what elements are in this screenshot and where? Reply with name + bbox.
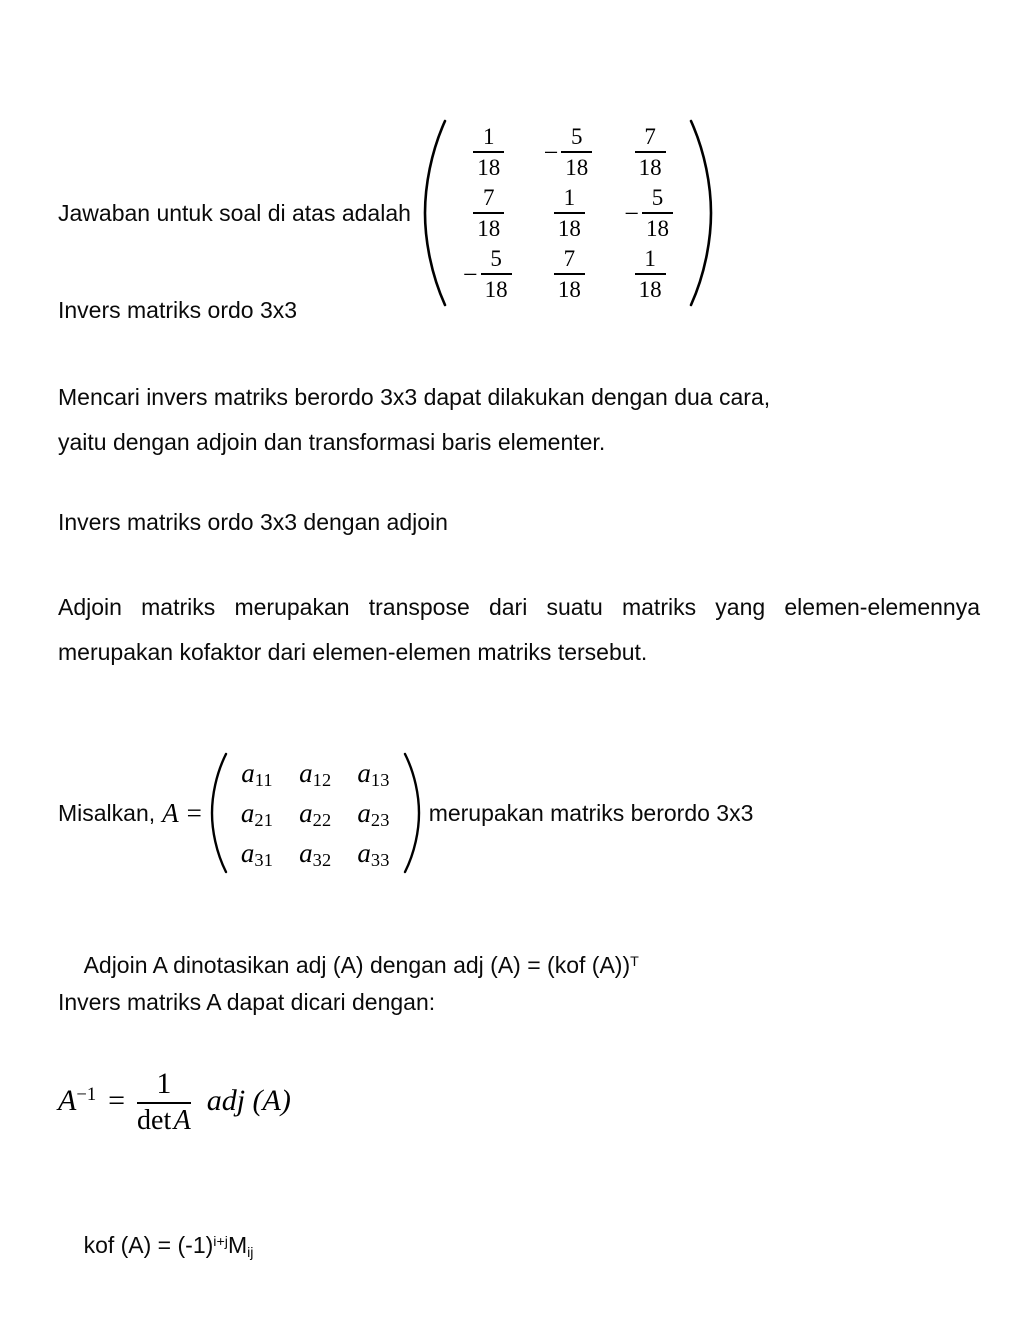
fraction-bar bbox=[561, 151, 592, 153]
paragraph-dua-cara-line2: yaitu dengan adjoin dan transformasi baris elementer. bbox=[58, 429, 606, 455]
fraction-denominator: 18 bbox=[557, 215, 581, 241]
cell-sign: − bbox=[462, 260, 478, 289]
matrix-cell bbox=[286, 753, 344, 793]
fraction bbox=[642, 186, 673, 240]
matrix-cell bbox=[344, 833, 402, 873]
matrix-cell bbox=[228, 833, 286, 873]
entry-subscript: 21 bbox=[254, 810, 274, 831]
matrix-cell bbox=[344, 793, 402, 833]
matrix-right-paren-icon bbox=[403, 752, 423, 874]
fraction-bar bbox=[635, 273, 666, 275]
matrix-cell bbox=[535, 244, 601, 305]
lead-text: Jawaban untuk soal di atas adalah bbox=[58, 199, 411, 226]
matrix-entry: $a_{11}$ bbox=[241, 757, 273, 791]
fraction-bar bbox=[554, 273, 585, 275]
fraction-denominator: 18 bbox=[638, 276, 662, 302]
lhs-base: A bbox=[58, 1084, 77, 1118]
fraction-numerator: 1 bbox=[644, 246, 656, 272]
kofaktor-prefix: kof (A) = (-1) bbox=[83, 1232, 214, 1258]
fraction bbox=[635, 247, 666, 301]
paragraph-dua-cara-line1: Mencari invers matriks berordo 3x3 dapat dilakukan dengan dua cara, bbox=[58, 384, 771, 410]
matrix-cell bbox=[608, 183, 689, 244]
matrix-entry: $a_{33}$ bbox=[357, 837, 390, 871]
matrix-cell bbox=[528, 122, 609, 183]
fraction-numerator: 1 bbox=[563, 185, 576, 211]
lhs-exponent: −1 bbox=[76, 1084, 97, 1106]
entry-subscript: 13 bbox=[370, 770, 390, 791]
heading-adjoin: Invers matriks ordo 3x3 dengan adjoin bbox=[58, 509, 448, 535]
entry-subscript: 12 bbox=[312, 770, 332, 791]
det-operator: det bbox=[137, 1104, 172, 1136]
matrix-cell bbox=[454, 183, 520, 244]
matrix-cell bbox=[228, 793, 286, 833]
heading-invers-dicari: Invers matriks A dapat dicari dengan: bbox=[58, 989, 436, 1015]
transpose-superscript: T bbox=[630, 953, 639, 970]
fraction-numerator: 7 bbox=[644, 124, 656, 150]
fraction-denominator: 18 bbox=[477, 154, 501, 180]
fraction-denominator: 18 bbox=[638, 154, 662, 180]
fraction-numerator: 7 bbox=[483, 185, 495, 211]
matrix-cell bbox=[286, 793, 344, 833]
matrix-cell bbox=[535, 183, 601, 244]
fraction-bar bbox=[473, 151, 504, 153]
misalkan-row bbox=[58, 752, 753, 874]
matrix-cell bbox=[616, 122, 682, 183]
matrix-left-paren-icon bbox=[421, 118, 447, 308]
fraction-numerator: 5 bbox=[490, 246, 502, 272]
fraction-numerator: 5 bbox=[651, 185, 664, 211]
matrix-cells bbox=[228, 753, 403, 873]
fraction-bar bbox=[635, 151, 666, 153]
matrix-cells bbox=[447, 122, 689, 305]
fraction-bar bbox=[554, 212, 585, 214]
fraction-numerator: 7 bbox=[563, 246, 576, 272]
cell-sign: − bbox=[543, 138, 559, 167]
kofaktor-exponent: i+j bbox=[213, 1233, 228, 1250]
fraction-bar bbox=[473, 212, 504, 214]
fraction-bar bbox=[481, 273, 512, 275]
matrix-entry: $a_{12}$ bbox=[299, 757, 332, 791]
answer-row bbox=[58, 118, 715, 308]
fraction-denominator: 18 bbox=[484, 276, 508, 302]
minor-subscript: ij bbox=[247, 1244, 254, 1261]
fraction bbox=[473, 125, 504, 179]
matrix-cell bbox=[454, 122, 520, 183]
det-variable: A bbox=[173, 1104, 191, 1136]
inverse-matrix-result bbox=[411, 118, 715, 308]
fraction-numerator: 5 bbox=[571, 124, 583, 150]
fraction-numerator: 1 bbox=[483, 124, 495, 150]
minor-base: M bbox=[227, 1232, 248, 1258]
matrix-entry: $a_{31}$ bbox=[240, 837, 274, 871]
formula-rhs: adj (A) bbox=[206, 1084, 291, 1118]
paragraph-adjoin-definition: Adjoin matriks merupakan transpose dari suatu matriks yang elemen-elemennya merupakan kofaktor dari elemen-elemen matriks tersebut. bbox=[58, 594, 987, 665]
fraction-denominator: 18 bbox=[645, 215, 669, 241]
fraction-denominator: 18 bbox=[557, 276, 581, 302]
equals-sign: = bbox=[186, 797, 202, 828]
matrix-right-paren-icon bbox=[689, 118, 715, 308]
matrix-cell bbox=[344, 753, 402, 793]
cell-sign: − bbox=[624, 199, 639, 228]
fraction-denominator bbox=[137, 1104, 191, 1135]
formula-fraction bbox=[137, 1068, 191, 1135]
adjoin-notation-body: Adjoin A dinotasikan adj (A) dengan adj (A) = (kof (A)) bbox=[83, 952, 631, 978]
fraction bbox=[481, 247, 512, 301]
fraction-denominator: 18 bbox=[477, 215, 501, 241]
matrix-entry: $a_{21}$ bbox=[240, 797, 274, 831]
formula-equals: = bbox=[108, 1084, 126, 1118]
fraction-bar bbox=[642, 212, 673, 214]
fraction-denominator: 18 bbox=[565, 154, 589, 180]
fraction bbox=[554, 247, 585, 301]
entry-subscript: 11 bbox=[254, 770, 273, 791]
matrix-entry: $a_{32}$ bbox=[299, 837, 332, 871]
matrix-cell bbox=[286, 833, 344, 873]
matrix-variable-A: A bbox=[162, 797, 179, 828]
matrix-left-paren-icon bbox=[208, 752, 228, 874]
fraction bbox=[561, 125, 592, 179]
entry-subscript: 23 bbox=[370, 810, 390, 831]
entry-subscript: 22 bbox=[312, 810, 332, 831]
formula-lhs bbox=[58, 1084, 96, 1118]
matrix-entry: $a_{22}$ bbox=[299, 797, 332, 831]
fraction bbox=[635, 125, 666, 179]
matrix-entry: $a_{23}$ bbox=[357, 797, 390, 831]
document-page bbox=[58, 0, 987, 1261]
matrix-entry: $a_{13}$ bbox=[357, 757, 390, 791]
misalkan-prefix: Misalkan, bbox=[58, 799, 156, 826]
entry-subscript: 33 bbox=[370, 850, 390, 871]
fraction-numerator: 1 bbox=[156, 1067, 172, 1100]
matrix-cell bbox=[447, 244, 528, 305]
heading-invers-ordo: Invers matriks ordo 3x3 bbox=[58, 297, 298, 323]
entry-subscript: 32 bbox=[312, 850, 332, 871]
matrix-cell bbox=[228, 753, 286, 793]
formula-kofaktor bbox=[58, 1178, 253, 1317]
generic-matrix-A bbox=[208, 752, 423, 874]
matrix-cell bbox=[616, 244, 682, 305]
misalkan-suffix: merupakan matriks berordo 3x3 bbox=[428, 799, 754, 826]
fraction bbox=[554, 186, 585, 240]
fraction bbox=[473, 186, 504, 240]
entry-subscript: 31 bbox=[254, 850, 274, 871]
formula-inverse-matrix bbox=[58, 1068, 291, 1135]
